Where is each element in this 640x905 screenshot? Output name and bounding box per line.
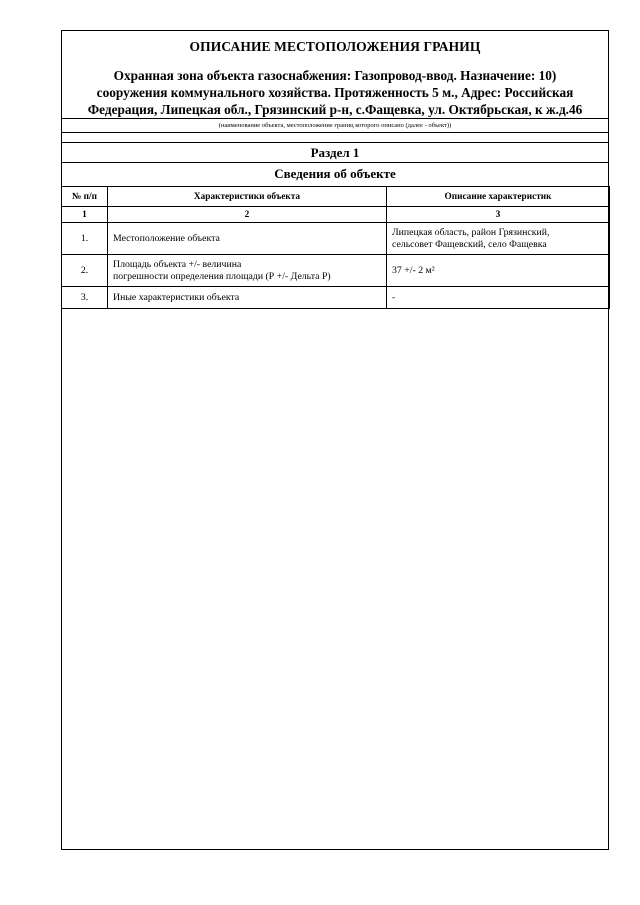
header-characteristic: Характеристики объекта	[108, 187, 387, 207]
column-number-3: 3	[387, 207, 610, 223]
column-number-1: 1	[62, 207, 108, 223]
table-row	[62, 287, 610, 309]
row-characteristic	[108, 223, 387, 255]
row-characteristic-line: Площадь объекта +/- величина	[113, 258, 242, 270]
object-info-table	[61, 186, 610, 309]
row-characteristic	[108, 255, 387, 287]
header-description: Описание характеристик	[387, 187, 610, 207]
header-number: № п/п	[62, 187, 108, 207]
document-title: ОПИСАНИЕ МЕСТОПОЛОЖЕНИЯ ГРАНИЦ	[189, 39, 481, 54]
row-characteristic-line: Иные характеристики объекта	[113, 291, 240, 303]
object-name-line-1: Охранная зона объекта газоснабжения: Газопровод-ввод. Назначение: 10)	[113, 68, 557, 83]
object-name-line-3: Федерация, Липецкая обл., Грязинский р-н, с.Фащевка, ул. Октябрьская, к ж.д.46	[87, 102, 583, 117]
row-description	[387, 223, 610, 255]
row-characteristic-line: Местоположение объекта	[113, 232, 220, 244]
table-column-numbers-row	[62, 207, 610, 223]
section-title: Раздел 1	[62, 142, 608, 162]
row-description-line: Липецкая область, район Грязинский,	[392, 226, 550, 238]
table-header-row	[62, 187, 610, 207]
row-number: 3.	[62, 287, 108, 309]
row-number: 2.	[62, 255, 108, 287]
row-description	[387, 255, 610, 287]
row-characteristic	[108, 287, 387, 309]
row-description-line: сельсовет Фащевский, село Фащевка	[392, 238, 547, 250]
table-row	[62, 255, 610, 287]
column-number-2: 2	[108, 207, 387, 223]
object-caption: (наименование объекта, местоположение границ которого описано (далее - объект))	[62, 118, 608, 133]
row-number: 1.	[62, 223, 108, 255]
document-frame	[61, 30, 609, 850]
object-name	[62, 67, 608, 118]
row-description-line: -	[392, 291, 396, 303]
row-description-line: 37 +/- 2 м²	[392, 264, 435, 276]
object-name-line-2: сооружения коммунального хозяйства. Протяженность 5 м., Адрес: Российская	[96, 85, 574, 100]
row-description	[387, 287, 610, 309]
section-subtitle: Сведения об объекте	[62, 162, 608, 185]
table-row	[62, 223, 610, 255]
row-characteristic-line: погрешности определения площади (Р +/- Дельта Р)	[113, 270, 331, 282]
